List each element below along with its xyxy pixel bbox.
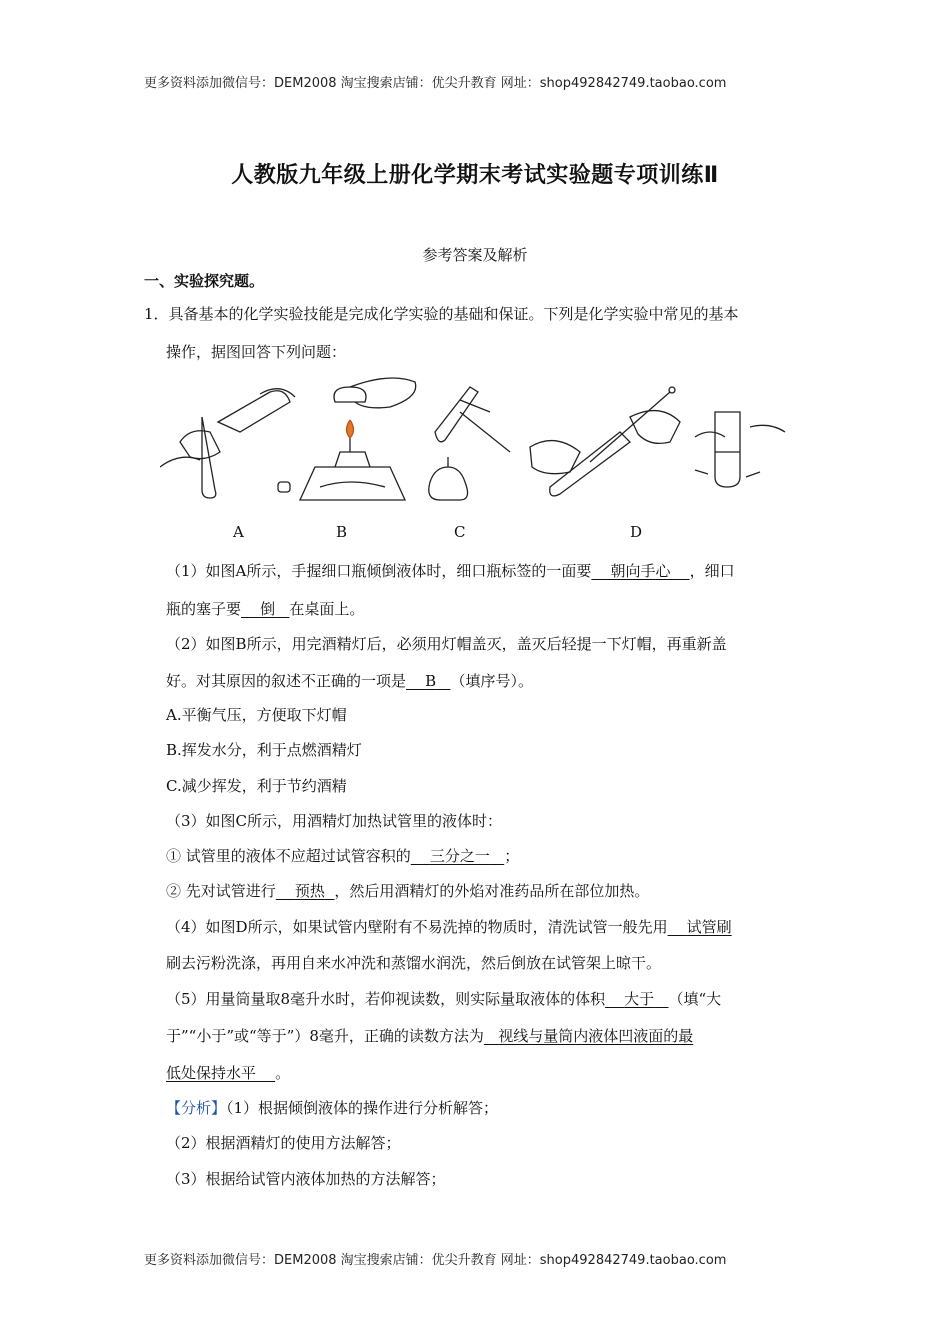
analysis-line2: （2）根据酒精灯的使用方法解答；: [166, 1134, 401, 1152]
figure-a-pouring-illustration: [160, 389, 295, 498]
q5-answer-2: 视线与量筒内液体凹液面的最: [498, 1027, 694, 1045]
q3-answer-1: 三分之一: [429, 847, 490, 865]
figure-b-alcohol-lamp-illustration: [300, 378, 416, 500]
analysis-tag: 【分析】: [166, 1099, 227, 1117]
q2-line2: 好。对其原因的叙述不正确的一项是 B （填序号）。: [166, 672, 533, 690]
q5-answer-2-cont: 低处保持水平: [166, 1064, 257, 1082]
q3-line2: ① 试管里的液体不应超过试管容积的 三分之一 ；: [166, 847, 520, 865]
q1-line2: 瓶的塞子要 倒 在桌面上。: [166, 600, 365, 618]
q2-option-a: A.平衡气压，方便取下灯帽: [166, 706, 347, 724]
figure-d-cleaning-illustration: [530, 387, 785, 496]
q1-text: （1）如图A所示，手握细口瓶倾倒液体时，细口瓶标签的一面要: [166, 562, 592, 580]
page-header: 更多资料添加微信号：DEM2008 淘宝搜索店铺：优尖升教育 网址：shop492842749.taobao.com: [144, 76, 727, 91]
question-stem-line1: 1．具备基本的化学实验技能是完成化学实验的基础和保证。下列是化学实验中常见的基本: [144, 305, 739, 323]
analysis-line3: （3）根据给试管内液体加热的方法解答；: [166, 1170, 446, 1188]
figure-label-d: D: [630, 523, 643, 541]
q2-line1: （2）如图B所示，用完酒精灯后，必须用灯帽盖灭，盖灭后轻提一下灯帽，再重新盖: [166, 635, 727, 653]
figure-label-c: C: [454, 523, 466, 541]
q3-answer-2: 预热: [294, 882, 325, 900]
q1-line1: （1）如图A所示，手握细口瓶倾倒液体时，细口瓶标签的一面要 朝向手心 ，细口: [166, 562, 735, 580]
q1-answer-2: 倒: [260, 600, 276, 618]
q3-line1: （3）如图C所示，用酒精灯加热试管里的液体时：: [166, 812, 503, 830]
q2-option-c: C.减少挥发，利于节约酒精: [166, 777, 347, 795]
q5-line2: 于”“小于”或“等于”）8毫升，正确的读数方法为 视线与量筒内液体凹液面的最: [166, 1027, 694, 1045]
q3-line3: ② 先对试管进行 预热 ，然后用酒精灯的外焰对准药品所在部位加热。: [166, 882, 650, 900]
figure-c-heating-tube-illustration: [429, 387, 510, 500]
q4-line2: 刷去污粉洗涤，再用自来水冲洗和蒸馏水润洗，然后倒放在试管架上晾干。: [166, 954, 662, 972]
q2-answer: B: [425, 672, 437, 690]
q2-option-b: B.挥发水分，利于点燃酒精灯: [166, 741, 362, 759]
figure-label-b: B: [336, 523, 348, 541]
q5-line1: （5）用量筒量取8毫升水时，若仰视读数，则实际量取液体的体积 大于 （填“大: [166, 990, 722, 1008]
lab-operations-figure: [160, 372, 800, 512]
q5-line3: 低处保持水平 。: [166, 1064, 291, 1082]
q4-line1: （4）如图D所示，如果试管内壁附有不易洗掉的物质时，清洗试管一般先用 试管刷: [166, 918, 732, 936]
answer-subtitle: 参考答案及解析: [422, 246, 528, 264]
question-stem-line2: 操作，据图回答下列问题：: [166, 343, 347, 361]
q1-answer-1: 朝向手心: [610, 562, 671, 580]
q5-answer-1: 大于: [624, 990, 655, 1008]
figure-label-a: A: [233, 523, 244, 541]
section-heading: 一、实验探究题。: [144, 272, 265, 290]
page-title: 人教版九年级上册化学期末考试实验题专项训练Ⅱ: [231, 163, 719, 188]
q4-answer: 试管刷: [686, 918, 732, 936]
analysis-line1: 【分析】（1）根据倾倒液体的操作进行分析解答；: [166, 1099, 499, 1117]
page-footer: 更多资料添加微信号：DEM2008 淘宝搜索店铺：优尖升教育 网址：shop492842749.taobao.com: [144, 1253, 727, 1268]
